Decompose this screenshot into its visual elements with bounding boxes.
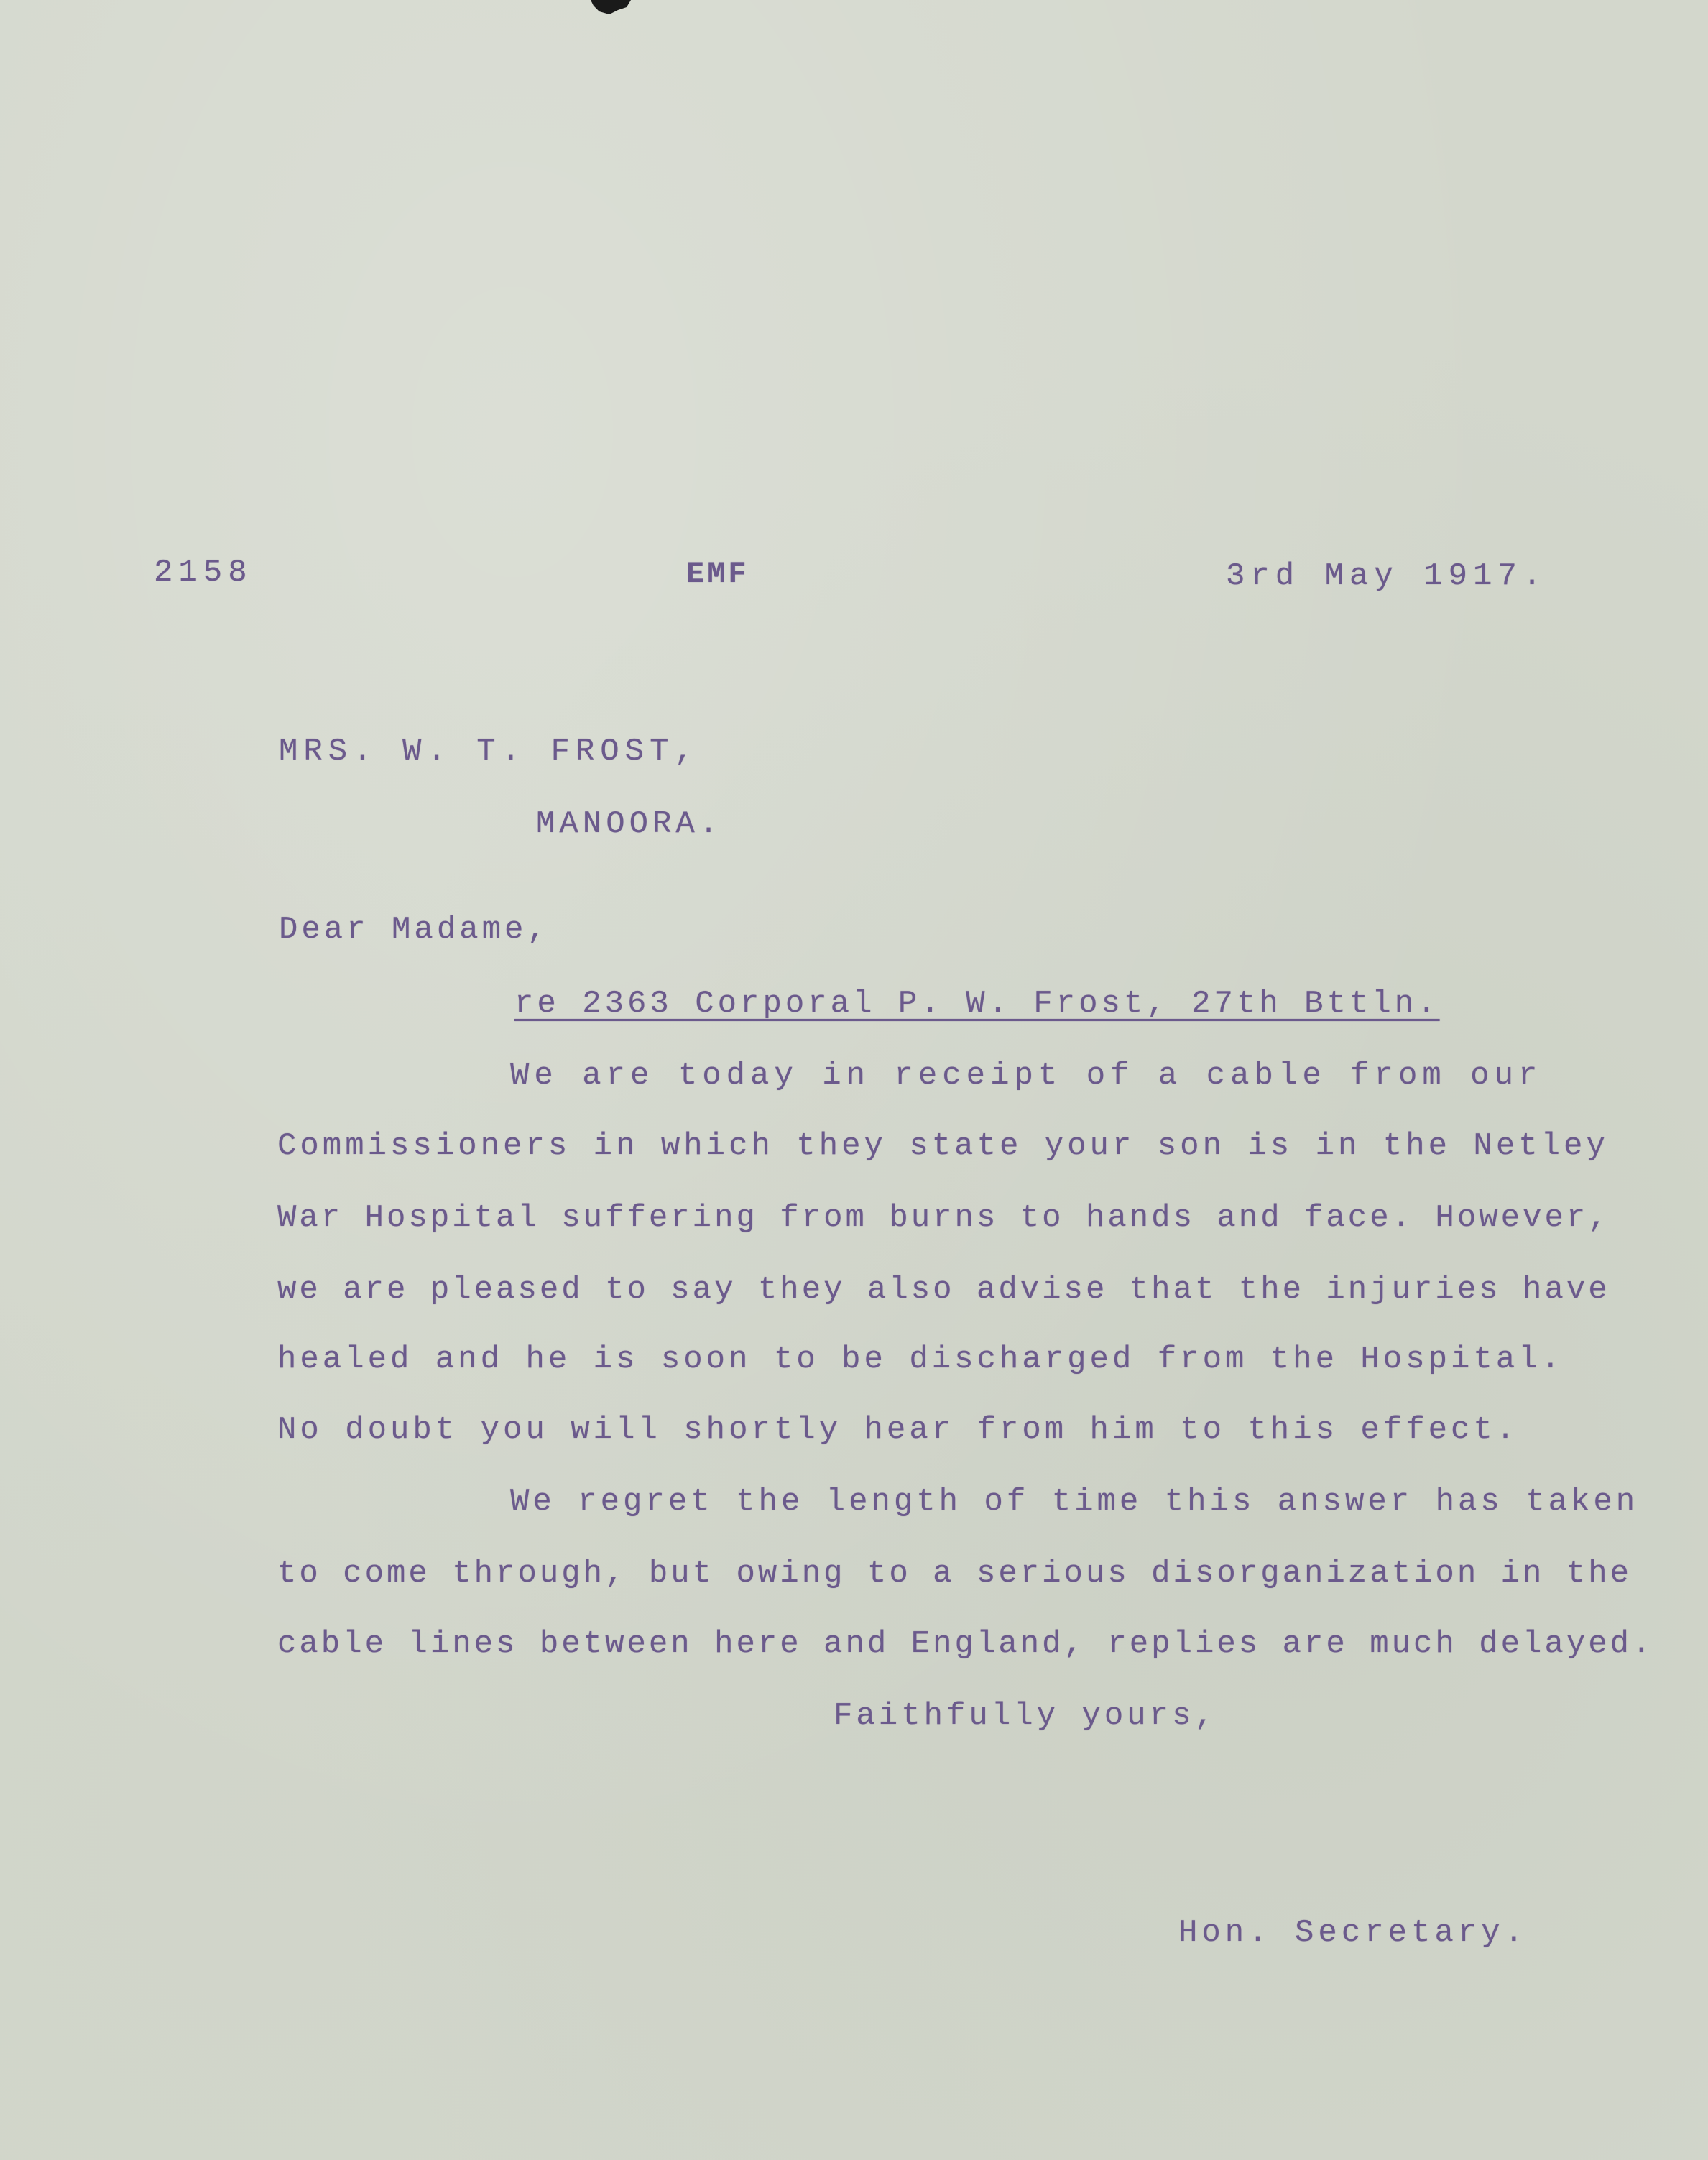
salutation: Dear Madame, <box>279 912 550 948</box>
signatory-title: Hon. Secretary. <box>1178 1915 1528 1951</box>
body-line: we are pleased to say they also advise that the injuries have <box>277 1272 1610 1308</box>
closing: Faithfully yours, <box>834 1698 1217 1734</box>
body-line: No doubt you will shortly hear from him to this effect. <box>277 1412 1519 1448</box>
body-line: We are today in receipt of a cable from our <box>510 1058 1543 1094</box>
recipient-name: MRS. W. T. FROST, <box>279 734 699 770</box>
letter-date: 3rd May 1917. <box>1226 558 1548 594</box>
body-line: We regret the length of time this answer has taken <box>510 1484 1639 1520</box>
reference-number: 2158 <box>154 555 253 591</box>
body-line: healed and he is soon to be discharged from the Hospital. <box>277 1342 1564 1377</box>
typist-initials: EMF <box>686 557 749 591</box>
body-line: Commissioners in which they state your son is in the Netley <box>277 1128 1609 1164</box>
body-line: to come through, but owing to a serious disorganization in the <box>277 1556 1633 1592</box>
ink-blot-mark <box>589 0 632 19</box>
body-line: cable lines between here and England, replies are much delayed. <box>277 1626 1654 1662</box>
subject-line: re 2363 Corporal P. W. Frost, 27th Bttln. <box>514 986 1440 1022</box>
body-line: War Hospital suffering from burns to hands and face. However, <box>277 1200 1610 1236</box>
recipient-place: MANOORA. <box>536 806 723 842</box>
